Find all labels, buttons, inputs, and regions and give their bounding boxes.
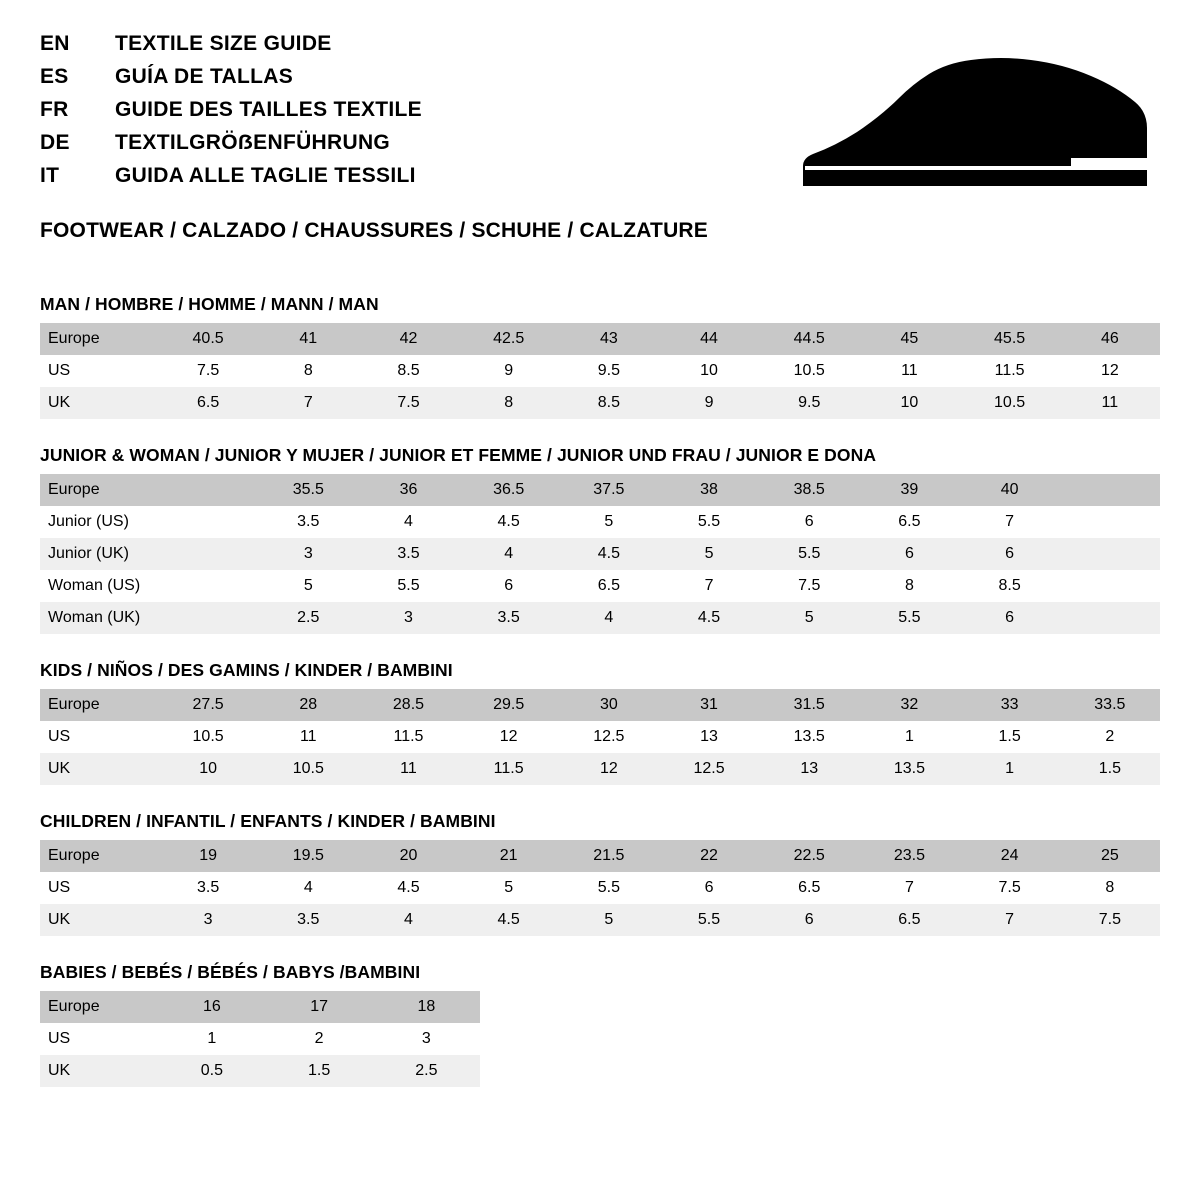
table-cell: 4: [358, 904, 458, 936]
row-label: US: [40, 721, 158, 753]
table-cell: [158, 506, 258, 538]
table-cell: 13: [759, 753, 859, 785]
table-cell: 19.5: [258, 840, 358, 872]
table-cell: 3.5: [258, 904, 358, 936]
table-cell: [158, 602, 258, 634]
table-cell: 1: [960, 753, 1060, 785]
table-cell: 35.5: [258, 474, 358, 506]
language-code: ES: [40, 65, 69, 88]
table-row: [40, 1023, 480, 1055]
table-cell: 3: [358, 602, 458, 634]
table-row: [40, 323, 1160, 355]
table-cell: 4.5: [559, 538, 659, 570]
table-cell: 6.5: [158, 387, 258, 419]
table-cell: 6: [960, 538, 1060, 570]
table-cell: 4.5: [459, 506, 559, 538]
table-cell: 36.5: [459, 474, 559, 506]
table-cell: 44: [659, 323, 759, 355]
table-cell: 1.5: [1060, 753, 1160, 785]
table-cell: 1: [158, 1023, 265, 1055]
table-cell: 28: [258, 689, 358, 721]
table-cell: 18: [373, 991, 480, 1023]
page-header: [40, 32, 1160, 242]
table-cell: 7.5: [158, 355, 258, 387]
table-cell: 39: [859, 474, 959, 506]
table-cell: 7.5: [759, 570, 859, 602]
table-cell: 12: [1060, 355, 1160, 387]
table-cell: 6.5: [759, 872, 859, 904]
table-cell: 5: [559, 904, 659, 936]
row-label: UK: [40, 753, 158, 785]
table-cell: 22: [659, 840, 759, 872]
row-label: UK: [40, 387, 158, 419]
table-row: [40, 474, 1160, 506]
table-cell: [158, 538, 258, 570]
table-cell: 37.5: [559, 474, 659, 506]
table-cell: 40: [960, 474, 1060, 506]
table-cell: 45.5: [960, 323, 1060, 355]
table-cell: 10.5: [258, 753, 358, 785]
table-cell: 2.5: [258, 602, 358, 634]
table-cell: 9.5: [759, 387, 859, 419]
table-cell: 33.5: [1060, 689, 1160, 721]
table-cell: 33: [960, 689, 1060, 721]
table-cell: [1060, 570, 1160, 602]
size-sections: [40, 294, 1160, 1087]
table-row: [40, 721, 1160, 753]
table-cell: 25: [1060, 840, 1160, 872]
table-cell: 11.5: [459, 753, 559, 785]
table-row: [40, 570, 1160, 602]
table-cell: 5.5: [559, 872, 659, 904]
section-kids: [40, 660, 1160, 785]
table-cell: 16: [158, 991, 265, 1023]
table-cell: 32: [859, 689, 959, 721]
language-title: GUÍA DE TALLAS: [115, 65, 294, 88]
table-row: [40, 538, 1160, 570]
table-row: [40, 872, 1160, 904]
table-cell: 3: [258, 538, 358, 570]
table-cell: 13: [659, 721, 759, 753]
table-row: [40, 355, 1160, 387]
table-cell: 12.5: [559, 721, 659, 753]
table-cell: 8: [258, 355, 358, 387]
table-cell: 4: [258, 872, 358, 904]
table-cell: 3: [158, 904, 258, 936]
table-row: [40, 753, 1160, 785]
table-cell: 5.5: [358, 570, 458, 602]
table-cell: 10: [158, 753, 258, 785]
table-row: [40, 387, 1160, 419]
table-row: [40, 506, 1160, 538]
table-cell: 23.5: [859, 840, 959, 872]
table-cell: 7.5: [1060, 904, 1160, 936]
table-cell: 30: [559, 689, 659, 721]
table-row: [40, 991, 480, 1023]
table-cell: 11: [859, 355, 959, 387]
table-cell: 6.5: [859, 904, 959, 936]
table-row: [40, 689, 1160, 721]
table-cell: 24: [960, 840, 1060, 872]
row-label: US: [40, 1023, 158, 1055]
table-cell: 12: [559, 753, 659, 785]
section-title: MAN / HOMBRE / HOMME / MANN / MAN: [40, 294, 379, 314]
row-label: Junior (UK): [40, 538, 158, 570]
table-cell: 4: [559, 602, 659, 634]
table-cell: 17: [266, 991, 373, 1023]
row-label: Europe: [40, 689, 158, 721]
table-cell: 4.5: [459, 904, 559, 936]
table-cell: 11.5: [960, 355, 1060, 387]
table-cell: 2: [266, 1023, 373, 1055]
table-cell: 10.5: [759, 355, 859, 387]
table-cell: 5.5: [859, 602, 959, 634]
section-title: KIDS / NIÑOS / DES GAMINS / KINDER / BAMBINI: [40, 660, 453, 680]
table-row: [40, 840, 1160, 872]
table-cell: 11: [258, 721, 358, 753]
section-title: CHILDREN / INFANTIL / ENFANTS / KINDER / BAMBINI: [40, 811, 496, 831]
table-cell: 5.5: [659, 506, 759, 538]
table-cell: 28.5: [358, 689, 458, 721]
table-cell: 29.5: [459, 689, 559, 721]
table-cell: 13.5: [759, 721, 859, 753]
table-cell: 36: [358, 474, 458, 506]
table-cell: 11.5: [358, 721, 458, 753]
section-junior-woman: [40, 445, 1160, 634]
table-cell: 10: [659, 355, 759, 387]
size-table: [40, 991, 480, 1087]
table-cell: 7: [960, 506, 1060, 538]
table-cell: 8: [859, 570, 959, 602]
row-label: Woman (US): [40, 570, 158, 602]
table-cell: 4: [459, 538, 559, 570]
table-cell: [1060, 538, 1160, 570]
size-table: [40, 689, 1160, 785]
section-babies: [40, 962, 1160, 1087]
table-cell: 5: [559, 506, 659, 538]
table-cell: 20: [358, 840, 458, 872]
table-cell: 11: [1060, 387, 1160, 419]
row-label: UK: [40, 1055, 158, 1087]
language-code: IT: [40, 164, 60, 187]
section-title: BABIES / BEBÉS / BÉBÉS / BABYS /BAMBINI: [40, 962, 421, 982]
table-cell: 10.5: [960, 387, 1060, 419]
table-cell: 2.5: [373, 1055, 480, 1087]
size-table: [40, 474, 1160, 634]
table-cell: 41: [258, 323, 358, 355]
table-cell: 3.5: [258, 506, 358, 538]
table-cell: 8: [459, 387, 559, 419]
table-cell: 10: [859, 387, 959, 419]
table-cell: [158, 474, 258, 506]
row-label: Junior (US): [40, 506, 158, 538]
language-code: FR: [40, 98, 69, 121]
table-cell: 38: [659, 474, 759, 506]
table-cell: 7: [960, 904, 1060, 936]
table-cell: 7.5: [960, 872, 1060, 904]
table-cell: 4.5: [659, 602, 759, 634]
category-title: FOOTWEAR / CALZADO / CHAUSSURES / SCHUHE / CALZATURE: [40, 219, 709, 242]
table-cell: 12: [459, 721, 559, 753]
table-cell: 43: [559, 323, 659, 355]
table-cell: 31.5: [759, 689, 859, 721]
section-title: JUNIOR & WOMAN / JUNIOR Y MUJER / JUNIOR ET FEMME / JUNIOR UND FRAU / JUNIOR E DONA: [40, 445, 877, 465]
table-cell: [1060, 474, 1160, 506]
table-cell: 8.5: [358, 355, 458, 387]
table-cell: 1: [859, 721, 959, 753]
table-cell: 6: [659, 872, 759, 904]
table-cell: 6: [459, 570, 559, 602]
size-table: [40, 323, 1160, 419]
row-label: US: [40, 872, 158, 904]
table-cell: 31: [659, 689, 759, 721]
row-label: Europe: [40, 474, 158, 506]
table-cell: 3.5: [459, 602, 559, 634]
table-cell: 21: [459, 840, 559, 872]
table-cell: 2: [1060, 721, 1160, 753]
language-title: TEXTILGRÖẞENFÜHRUNG: [115, 131, 391, 154]
row-label: UK: [40, 904, 158, 936]
table-cell: 42.5: [459, 323, 559, 355]
table-cell: 38.5: [759, 474, 859, 506]
table-row: [40, 602, 1160, 634]
table-cell: 6.5: [559, 570, 659, 602]
language-title: TEXTILE SIZE GUIDE: [115, 32, 332, 55]
table-cell: 7: [258, 387, 358, 419]
table-cell: [1060, 602, 1160, 634]
section-man: [40, 294, 1160, 419]
row-label: Europe: [40, 991, 158, 1023]
table-row: [40, 904, 1160, 936]
table-cell: 44.5: [759, 323, 859, 355]
table-cell: 7: [659, 570, 759, 602]
language-title: GUIDA ALLE TAGLIE TESSILI: [115, 164, 416, 187]
table-cell: 5.5: [759, 538, 859, 570]
table-cell: [1060, 506, 1160, 538]
table-cell: 13.5: [859, 753, 959, 785]
table-cell: 45: [859, 323, 959, 355]
table-cell: 6: [759, 904, 859, 936]
table-cell: 1.5: [266, 1055, 373, 1087]
size-table: [40, 840, 1160, 936]
table-cell: 8.5: [559, 387, 659, 419]
table-cell: 3.5: [358, 538, 458, 570]
table-cell: 5: [759, 602, 859, 634]
table-cell: 9: [659, 387, 759, 419]
table-cell: 7: [859, 872, 959, 904]
language-code: EN: [40, 32, 70, 55]
table-cell: 10.5: [158, 721, 258, 753]
table-cell: 6.5: [859, 506, 959, 538]
table-cell: 40.5: [158, 323, 258, 355]
table-cell: 4: [358, 506, 458, 538]
table-cell: 0.5: [158, 1055, 265, 1087]
table-cell: 6: [759, 506, 859, 538]
row-label: Europe: [40, 840, 158, 872]
table-cell: 1.5: [960, 721, 1060, 753]
table-cell: 22.5: [759, 840, 859, 872]
dress-shoe-icon: [795, 54, 1155, 194]
language-title: GUIDE DES TAILLES TEXTILE: [115, 98, 422, 121]
table-cell: 3.5: [158, 872, 258, 904]
row-label: Europe: [40, 323, 158, 355]
table-cell: 3: [373, 1023, 480, 1055]
table-cell: 9: [459, 355, 559, 387]
table-cell: 5: [258, 570, 358, 602]
table-cell: 9.5: [559, 355, 659, 387]
table-cell: 12.5: [659, 753, 759, 785]
section-children: [40, 811, 1160, 936]
table-cell: 42: [358, 323, 458, 355]
table-cell: 7.5: [358, 387, 458, 419]
table-cell: 5: [459, 872, 559, 904]
table-cell: 19: [158, 840, 258, 872]
table-cell: 5.5: [659, 904, 759, 936]
table-row: [40, 1055, 480, 1087]
table-cell: 8: [1060, 872, 1160, 904]
row-label: US: [40, 355, 158, 387]
table-cell: 21.5: [559, 840, 659, 872]
language-code: DE: [40, 131, 70, 154]
row-label: Woman (UK): [40, 602, 158, 634]
table-cell: 5: [659, 538, 759, 570]
table-cell: 27.5: [158, 689, 258, 721]
table-cell: 6: [859, 538, 959, 570]
table-cell: 8.5: [960, 570, 1060, 602]
table-cell: 6: [960, 602, 1060, 634]
table-cell: 4.5: [358, 872, 458, 904]
table-cell: 11: [358, 753, 458, 785]
table-cell: [158, 570, 258, 602]
table-cell: 46: [1060, 323, 1160, 355]
